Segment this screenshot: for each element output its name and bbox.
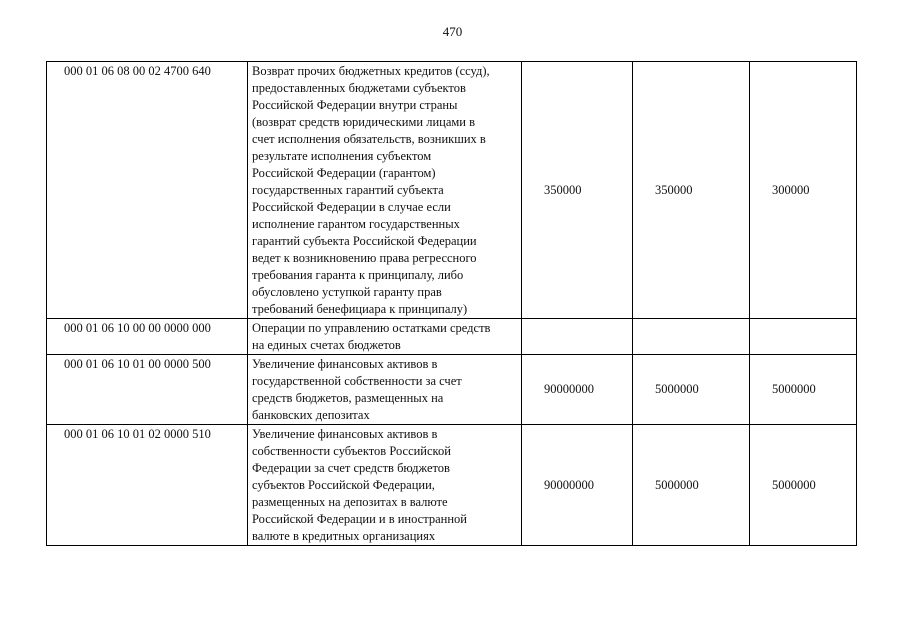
operation-name-line: Увеличение финансовых активов в <box>252 357 438 371</box>
amount-year-1: 90000000 <box>522 425 633 546</box>
amount-year-1 <box>522 319 633 355</box>
operation-name <box>248 319 522 355</box>
operation-name-line: гарантий субъекта Российской Федерации <box>252 234 477 248</box>
amount-year-3: 5000000 <box>750 425 857 546</box>
operation-name-line: результате исполнения субъектом <box>252 149 432 163</box>
operation-name-line: Российской Федерации (гарантом) <box>252 166 436 180</box>
operation-name-line: Российской Федерации в случае если <box>252 200 451 214</box>
amount-year-3 <box>750 319 857 355</box>
operation-name-line: ведет к возникновению права регрессного <box>252 251 477 265</box>
operation-name-line: средств бюджетов, размещенных на <box>252 391 444 405</box>
operation-name <box>248 355 522 425</box>
amount-year-3: 300000 <box>750 62 857 319</box>
budget-classification-code: 000 01 06 08 00 02 4700 640 <box>47 62 248 319</box>
operation-name-line: счет исполнения обязательств, возникших в <box>252 132 486 146</box>
amount-year-3: 5000000 <box>750 355 857 425</box>
operation-name-line: банковских депозитах <box>252 408 370 422</box>
amount-year-1: 350000 <box>522 62 633 319</box>
amount-year-2 <box>633 319 750 355</box>
page-number: 470 <box>442 24 463 39</box>
operation-name-line: требований бенефициара к принципалу) <box>252 302 468 316</box>
operation-name-line: собственности субъектов Российской <box>252 444 451 458</box>
operation-name-line: Операции по управлению остатками средств <box>252 321 491 335</box>
operation-name-line: на единых счетах бюджетов <box>252 338 401 352</box>
operation-name <box>248 425 522 546</box>
operation-name-line: валюте в кредитных организациях <box>252 529 436 543</box>
operation-name-line: предоставленных бюджетами субъектов <box>252 81 466 95</box>
operation-name-line: исполнение гарантом государственных <box>252 217 460 231</box>
operation-name-line: субъектов Российской Федерации, <box>252 478 435 492</box>
operation-name-line: Увеличение финансовых активов в <box>252 427 438 441</box>
budget-classification-code: 000 01 06 10 00 00 0000 000 <box>47 319 248 355</box>
operation-name-line: обусловлено уступкой гаранту прав <box>252 285 442 299</box>
operation-name-line: государственной собственности за счет <box>252 374 462 388</box>
operation-name-line: Российской Федерации внутри страны <box>252 98 458 112</box>
operation-name-line: Федерации за счет средств бюджетов <box>252 461 450 475</box>
operation-name-line: Возврат прочих бюджетных кредитов (ссуд), <box>252 64 490 78</box>
operation-name-line: государственных гарантий субъекта <box>252 183 444 197</box>
amount-year-2: 350000 <box>633 62 750 319</box>
amount-year-1: 90000000 <box>522 355 633 425</box>
table-row <box>47 425 857 546</box>
operation-name-line: Российской Федерации и в иностранной <box>252 512 467 526</box>
budget-classification-code: 000 01 06 10 01 02 0000 510 <box>47 425 248 546</box>
amount-year-2: 5000000 <box>633 355 750 425</box>
operation-name-line: (возврат средств юридическими лицами в <box>252 115 476 129</box>
table-row <box>47 355 857 425</box>
table-row <box>47 319 857 355</box>
budget-classification-code: 000 01 06 10 01 00 0000 500 <box>47 355 248 425</box>
operation-name-line: размещенных на депозитах в валюте <box>252 495 448 509</box>
operation-name <box>248 62 522 319</box>
budget-sources-table <box>46 61 857 546</box>
table-row <box>47 62 857 319</box>
operation-name-line: требования гаранта к принципалу, либо <box>252 268 464 282</box>
amount-year-2: 5000000 <box>633 425 750 546</box>
